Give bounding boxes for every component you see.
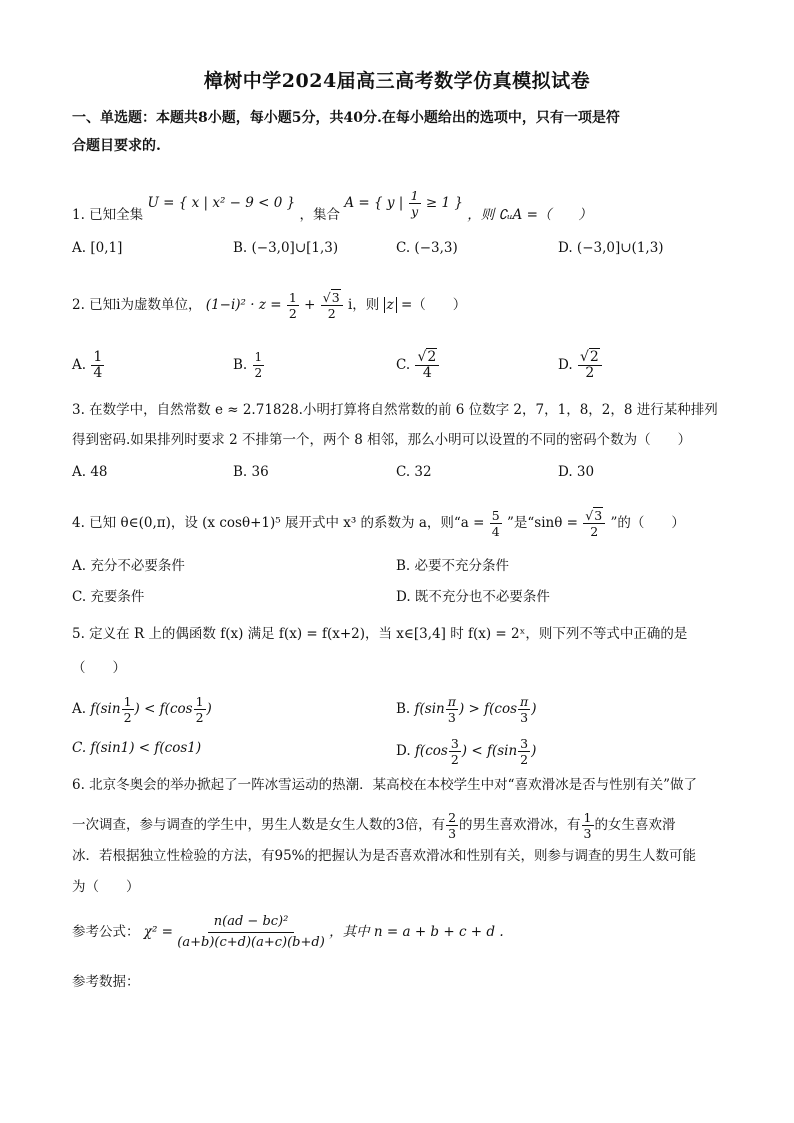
q1-option-a: A. [0,1] (72, 240, 123, 256)
q2-option-d: D. $\frac{√2}{2}$ (558, 350, 603, 381)
q4-option-c: C. 充要条件 (72, 589, 145, 605)
q2-option-b: B. $\frac{1}{2}$ (233, 350, 263, 380)
q5-line2: （ ） (72, 660, 126, 676)
q1-option-c: C. (−3,3) (396, 240, 458, 256)
chi-square-fraction: $\frac{\text{n(ad − bc)²}}{(a+b)(c+d)(a+c)(b+d)}$ (177, 914, 325, 950)
q5-option-b: B. f(sin $\frac{\pi}{3}$ ) > f(cos $\frac{\pi}{3}$ ) (396, 694, 537, 725)
q3-line2: 得到密码.如果排列时要求 2 不排第一个，两个 8 相邻，那么小明可以设置的不同的密码个数为（ ） (72, 432, 692, 448)
q1-lead: 1. 已知全集 (72, 207, 144, 223)
q2-option-c: C. $\frac{√2}{4}$ (396, 350, 440, 381)
q3-line1: 3. 在数学中，自然常数 e ≈ 2.71828.小明打算将自然常数的前 6 位数字 2，7，1，8，2，8 进行某种排列 (72, 402, 718, 418)
q3-option-b: B. 36 (233, 464, 269, 480)
q6-line1: 6. 北京冬奥会的举办掀起了一阵冰雪运动的热潮．某高校在本校学生中对“喜欢滑冰是否与性别有关”做了 (72, 777, 697, 793)
q6-line4: 为（ ） (72, 879, 140, 895)
section-heading (72, 104, 722, 160)
page-title: 樟树中学2024届高三高考数学仿真模拟试卷 (203, 70, 591, 92)
q1-set-u: U = { x | x² − 9 < 0 } (147, 195, 296, 211)
question-4: 4. 已知 θ∈(0,π)，设 (x cosθ+1)⁵ 展开式中 x³ 的系数为 a，则“a = $\frac{5}{4}$ ”是“sinθ = $\frac{√3}{2}$ ”的（ ） (72, 508, 685, 539)
q4-option-d: D. 既不充分也不必要条件 (396, 589, 550, 605)
section-heading-line1: 一、单选题：本题共8小题，每小题5分，共40分.在每小题给出的选项中，只有一项是符 (72, 110, 620, 126)
section-heading-line2: 合题目要求的. (72, 138, 161, 154)
q5-option-c: C. f(sin1) < f(cos1) (72, 740, 202, 756)
q2-option-a: A. $\frac{1}{4}$ (72, 349, 103, 381)
reference-data-label: 参考数据： (72, 974, 140, 990)
q1-set-a: A = { y | $\frac{1}{y}$ ≥ 1 } (344, 188, 463, 219)
q5-option-a: A. f(sin $\frac{1}{2}$ ) < f(cos $\frac{1}{2}$ ) (72, 694, 212, 725)
question-1 (72, 188, 592, 231)
q3-option-d: D. 30 (558, 464, 595, 480)
q3-option-a: A. 48 (72, 464, 108, 480)
question-2: 2. 已知i为虚数单位， (1−i)² · z = $\frac{1}{2}$ + $\frac{√3}{2}$ i，则 z =（ ） (72, 290, 467, 321)
q4-option-b: B. 必要不充分条件 (396, 558, 510, 574)
q6-line2: 一次调查，参与调查的学生中，男生人数是女生人数的3倍，有 $\frac{2}{3}$ 的男生喜欢滑冰，有 $\frac{1}{3}$ 的女生喜欢滑 (72, 810, 676, 841)
q5-option-d: D. f(cos $\frac{3}{2}$ ) < f(sin $\frac{3}{2}$ ) (396, 736, 537, 767)
q3-option-c: C. 32 (396, 464, 432, 480)
q1-tail: ，则 ∁ᵤA =（ ） (467, 207, 592, 223)
q4-option-a: A. 充分不必要条件 (72, 558, 185, 574)
q1-option-b: B. (−3,0]∪[1,3) (233, 240, 339, 256)
q1-mid: ，集合 (299, 207, 341, 223)
q6-line3: 冰．若根据独立性检验的方法，有95%的把握认为是否喜欢滑冰和性别有关，则参与调查的男生人数可能 (72, 848, 697, 864)
q1-option-d: D. (−3,0]∪(1,3) (558, 240, 664, 256)
reference-formula: 参考公式： χ² = $\frac{\text{n(ad − bc)²}}{(a+b)(c+d)(a+c)(b+d)}$ ，其中 n = a + b + c + d . (72, 912, 504, 953)
q5-line1: 5. 定义在 R 上的偶函数 f(x) 满足 f(x) = f(x+2)，当 x∈[3,4] 时 f(x) = 2ˣ，则下列不等式中正确的是 (72, 626, 688, 642)
